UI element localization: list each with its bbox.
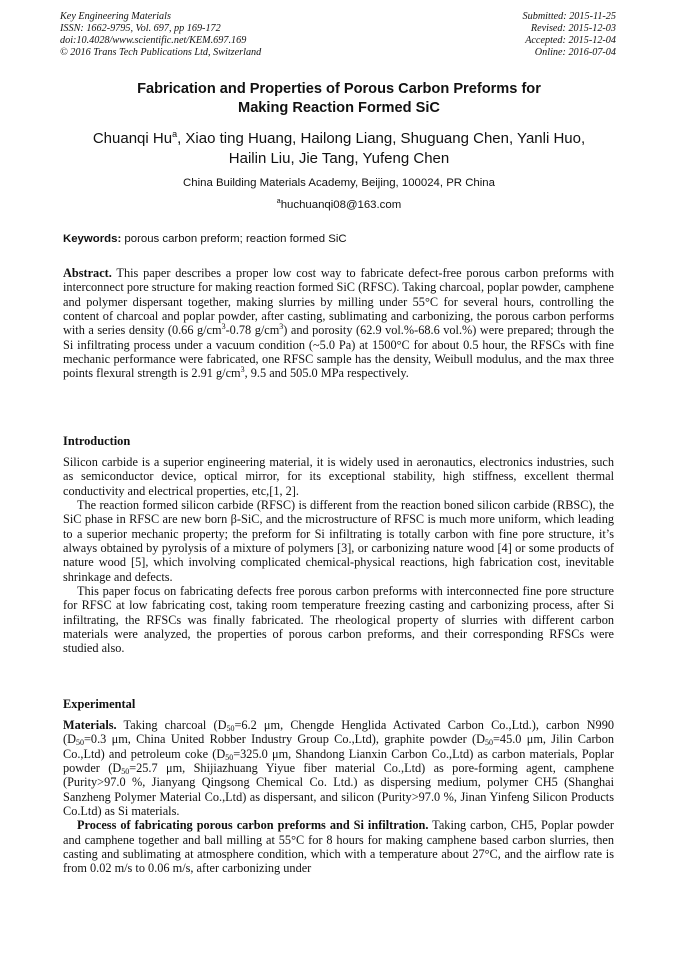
d50-sub-1: 50: [226, 724, 235, 733]
abstract: [63, 266, 614, 381]
abstract-label: Abstract.: [63, 266, 112, 280]
d50-sub-5: 50: [121, 767, 130, 777]
materials-text-4: =45.0 μm, Jilin Carbon Co.,Ltd) and petroleum coke (D: [63, 732, 614, 761]
title-line-2: Making Reaction Formed SiC: [238, 99, 440, 116]
revised-date: Revised: 2015-12-03: [530, 23, 616, 34]
materials-text-1: Taking charcoal (D: [116, 718, 227, 732]
author-email: [60, 198, 618, 212]
d50-sub-2: 50: [75, 738, 84, 748]
title-line-1: Fabrication and Properties of Porous Carbon Preforms for: [137, 81, 541, 97]
abstract-text-1: This paper describes a proper low cost way to fabricate defect-free porous carbon preforms with interconnect pore structure for making reaction formed SiC (RFSC). Taking charcoal, poplar powder, camphene and polymer dispersant together, making slurries by milling under 55°C for several hours, controlling the content of charcoal and poplar powder, after casting, sublimating and carbonizing, the porous carbon performs with a series density (0.66 g/cm: [63, 266, 614, 338]
experimental-heading: Experimental: [63, 697, 136, 711]
first-author: Chuanqi Hu: [92, 130, 173, 147]
keywords-text: porous carbon preform; reaction formed SiC: [121, 233, 347, 245]
abstract-sup-1: 3: [221, 322, 226, 332]
introduction-heading: Introduction: [63, 434, 131, 448]
copyright: © 2016 Trans Tech Publications Ltd, Switzerland: [60, 47, 262, 58]
email-affil-mark: a: [276, 198, 281, 205]
abstract-sup-2: 3: [279, 322, 284, 332]
intro-paragraph-1: Silicon carbide is a superior engineering material, it is widely used in aeronautics, electronics industries, such as semiconductor device, optical mirror, for its exceptional stability, high stiffness, excellent thermal conductivity and electrical properties, etc,[1, 2].: [63, 455, 614, 498]
materials-text-6: =25.7 μm, Shijiazhuang Yiyue fiber material Co.,Ltd) as pore-forming agent, camphene (Purity>97.0 %, Jianyang Qingsong Chemical Co. Ltd.) as dispersing medium, polymer CH5 (Shanghai Sanzheng Polymer Material Co.,Ltd) as dispersant, and silicon (Purity>97.0 %, Jinan Yinfeng Silicon Products Co.Ltd) as Si materials.: [63, 761, 614, 819]
materials-text-5: =325.0 μm, Shandong Lianxin Carbon Co.,Ltd) as carbon materials, Poplar powder (D: [63, 746, 614, 776]
abstract-text-4: , 9.5 and 505.0 MPa respectively.: [244, 366, 409, 381]
affiliation: China Building Materials Academy, Beijing, 100024, PR China: [183, 177, 495, 189]
abstract-text-2: -0.78 g/cm: [225, 323, 280, 338]
paper-title: [60, 80, 618, 117]
introduction-body: [63, 455, 614, 656]
materials-text-3: =0.3 μm, China United Robber Industry Group Co.,Ltd), graphite powder (D: [83, 732, 485, 747]
header-right: [523, 11, 616, 59]
abstract-sup-3: 3: [240, 365, 245, 375]
materials-label: Materials.: [63, 718, 117, 732]
experimental-body: [63, 718, 614, 876]
process-paragraph: [63, 818, 614, 875]
process-text: Taking carbon, CH5, Poplar powder and camphene together and ball milling at 55°C for 8 hours for making camphene based carbon slurries, then casting and sublimating at atmosphere condition, which with a temperature about 27°C, and the airflow rate is from 0.02 m/s to 0.06 m/s, after carbonizing under: [63, 818, 614, 876]
doi: doi:10.4028/www.scientific.net/KEM.697.169: [60, 35, 247, 46]
d50-sub-4: 50: [225, 752, 234, 762]
intro-paragraph-3: This paper focus on fabricating defects free porous carbon preforms with interconnected fine pore structure for RFSC at low fabricating cost, taking room temperature freezing casting and carbonizing process, after Si infiltrating, the RFSCs was finally fabricated. The rheological property of slurries with different carbon materials were analyzed, the properties of porous carbon preforms, and their corresponding RFSCs were studied also.: [63, 584, 614, 656]
intro-paragraph-2: The reaction formed silicon carbide (RFSC) is different from the reaction boned silicon carbide (RBSC), the SiC phase in RFSC are new born β-SiC, and the microstructure of RFSC is much more uniform, which leading to a superior mechanic property; the preform for Si infiltrating is totally carbon with fine pore structure, it’s always obtained by pyrolysis of a mixture of polymers [3], or carbonizing nature wood [4] or some products of nature wood [5], which involving complicated chemical-physical reactions, high fabrication cost, inevitable shrinkage and defects.: [63, 498, 614, 584]
materials-paragraph: [63, 718, 614, 818]
author-line-1: [60, 129, 618, 149]
keywords-label: Keywords:: [63, 233, 122, 245]
online-date: Online: 2016-07-04: [534, 47, 616, 58]
d50-sub-3: 50: [484, 738, 493, 748]
issn: ISSN: 1662-9795, Vol. 697, pp 169-172: [60, 23, 221, 34]
author-affil-mark: a: [172, 129, 178, 139]
keywords: [63, 232, 347, 246]
accepted-date: Accepted: 2015-12-04: [525, 35, 616, 46]
process-label: Process of fabricating porous carbon preforms and Si infiltration.: [77, 818, 429, 833]
submitted-date: Submitted: 2015-11-25: [522, 11, 616, 22]
other-authors: , Xiao ting Huang, Hailong Liang, Shuguang Chen, Yanli Huo,: [177, 130, 586, 147]
journal-name: Key Engineering Materials: [60, 11, 171, 22]
author-line-2: Hailin Liu, Jie Tang, Yufeng Chen: [228, 149, 450, 167]
author-list: [60, 129, 618, 168]
header-left: [60, 11, 261, 59]
abstract-text-3: ) and porosity (62.9 vol.%-68.6 vol.%) were prepared; through the Si infiltrating process under a vacuum condition (~5.0 Pa) at 1500°C for about 0.5 hour, the RFSCs with fine mechanic performance were fabricated, one RFSC sample has the density, Weibull modulus, and the max three points flexural strength is 2.91 g/cm: [63, 323, 614, 381]
materials-text-2: =6.2 μm, Chengde Henglida Activated Carbon Co.,Ltd.), carbon N990 (D: [63, 718, 615, 747]
email-address[interactable]: huchuanqi08@163.com: [280, 199, 402, 211]
